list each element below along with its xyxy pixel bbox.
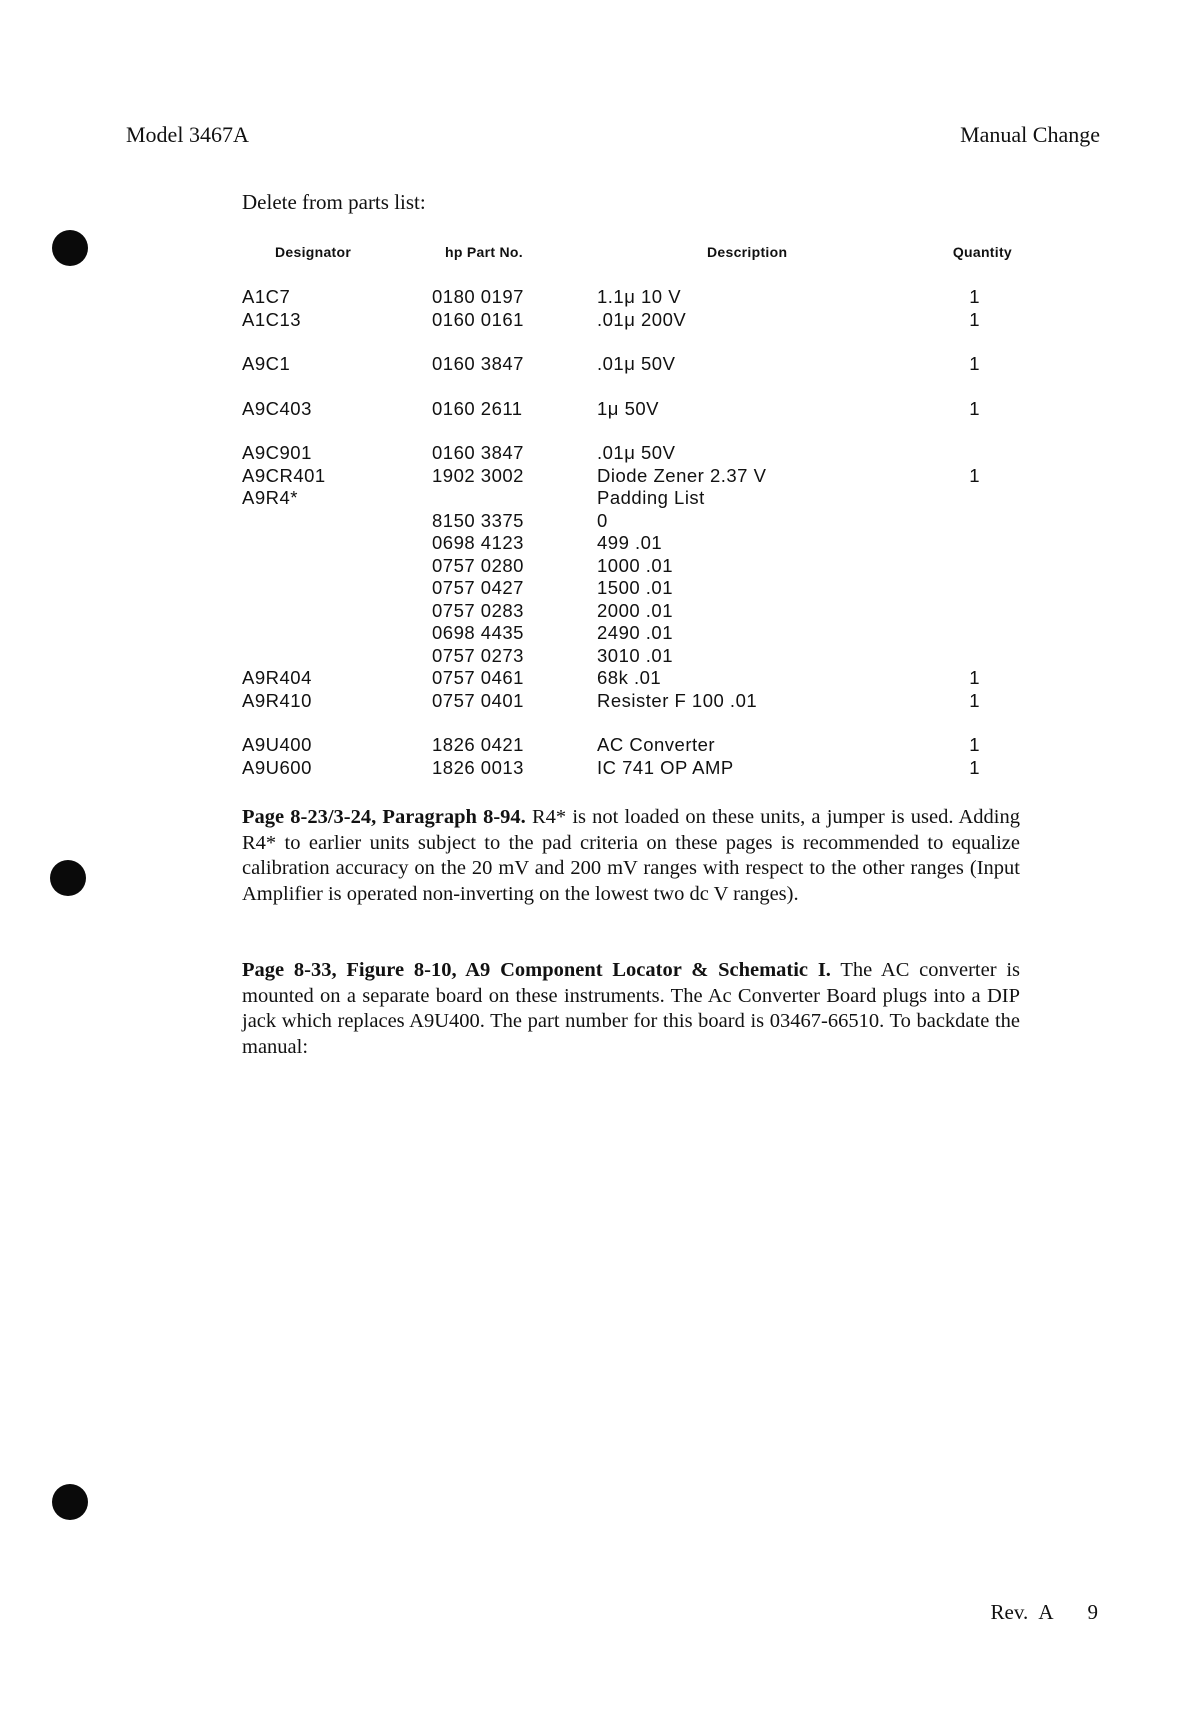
cell-part-number: 0757 0401 xyxy=(432,689,524,711)
binder-hole-middle xyxy=(50,860,86,896)
table-row xyxy=(242,510,1012,533)
col-description: Description xyxy=(707,244,788,260)
table-row xyxy=(242,555,1012,578)
paragraph-1-lead: Page 8-23/3-24, Paragraph 8-94. xyxy=(242,806,526,828)
col-designator: Designator xyxy=(275,244,352,260)
cell-part-number: 0160 3847 xyxy=(432,353,524,374)
revision-label: Rev. A xyxy=(990,1600,1054,1624)
cell-quantity: 1 xyxy=(969,397,980,419)
model-label: Model 3467A xyxy=(126,122,249,147)
cell-description: IC 741 OP AMP xyxy=(597,756,734,778)
cell-description: 499 .01 xyxy=(597,532,663,553)
cell-description: .01μ 50V xyxy=(597,353,676,374)
paragraph-1 xyxy=(242,805,1020,907)
cell-description: Diode Zener 2.37 V xyxy=(597,464,767,486)
cell-part-number: 0757 0283 xyxy=(432,599,524,621)
cell-designator: A1C13 xyxy=(242,308,302,330)
page-footer xyxy=(991,1600,1098,1625)
binder-hole-top xyxy=(52,230,88,266)
cell-description: 1μ 50V xyxy=(597,397,660,419)
table-row xyxy=(242,690,1012,713)
table-row xyxy=(242,465,1012,488)
table-spacer xyxy=(242,376,1012,398)
parts-table xyxy=(242,240,1012,779)
cell-designator: A9U600 xyxy=(242,756,312,778)
cell-description: .01μ 50V xyxy=(597,442,676,463)
table-row xyxy=(242,757,1012,780)
cell-description: .01μ 200V xyxy=(597,308,687,330)
cell-quantity: 1 xyxy=(969,689,980,711)
cell-quantity: 1 xyxy=(969,286,980,307)
cell-designator: A9CR401 xyxy=(242,464,326,486)
cell-designator: A9C901 xyxy=(242,442,312,463)
cell-part-number: 1826 0421 xyxy=(432,734,524,755)
cell-designator: A9C403 xyxy=(242,397,312,419)
cell-part-number: 0160 0161 xyxy=(432,308,524,330)
cell-quantity: 1 xyxy=(969,734,980,755)
table-spacer xyxy=(242,331,1012,353)
cell-designator: A9R404 xyxy=(242,667,312,688)
cell-quantity: 1 xyxy=(969,308,980,330)
table-row xyxy=(242,645,1012,668)
cell-designator: A9R4* xyxy=(242,487,298,508)
cell-designator: A9U400 xyxy=(242,734,312,755)
table-row xyxy=(242,286,1012,309)
cell-part-number: 0160 2611 xyxy=(432,397,523,419)
cell-part-number: 0698 4435 xyxy=(432,622,524,643)
cell-description: 68k .01 xyxy=(597,667,662,688)
table-row xyxy=(242,577,1012,600)
cell-description: 0 xyxy=(597,509,608,531)
table-row xyxy=(242,398,1012,421)
binder-hole-bottom xyxy=(52,1484,88,1520)
cell-designator: A9C1 xyxy=(242,353,291,374)
table-header xyxy=(242,240,1012,270)
cell-quantity: 1 xyxy=(969,756,980,778)
table-row xyxy=(242,667,1012,690)
table-spacer xyxy=(242,420,1012,442)
table-body xyxy=(242,286,1012,779)
cell-description: Padding List xyxy=(597,487,705,508)
table-row xyxy=(242,487,1012,510)
cell-part-number: 0160 3847 xyxy=(432,442,524,463)
cell-part-number: 1826 0013 xyxy=(432,756,524,778)
cell-part-number: 0757 0461 xyxy=(432,667,524,688)
table-spacer xyxy=(242,712,1012,734)
cell-part-number: 0698 4123 xyxy=(432,532,524,553)
table-row xyxy=(242,600,1012,623)
cell-quantity: 1 xyxy=(969,667,980,688)
cell-description: AC Converter xyxy=(597,734,716,755)
intro-text: Delete from parts list: xyxy=(242,190,426,214)
table-row xyxy=(242,532,1012,555)
table-row xyxy=(242,309,1012,332)
table-row xyxy=(242,353,1012,376)
cell-description: 3010 .01 xyxy=(597,644,674,666)
cell-description: 2490 .01 xyxy=(597,622,674,643)
cell-designator: A1C7 xyxy=(242,286,291,307)
cell-description: 1500 .01 xyxy=(597,577,674,598)
cell-quantity: 1 xyxy=(969,464,980,486)
cell-description: 1.1μ 10 V xyxy=(597,286,682,307)
cell-part-number: 8150 3375 xyxy=(432,509,524,531)
col-part-number: hp Part No. xyxy=(445,244,523,260)
cell-quantity: 1 xyxy=(969,353,980,374)
cell-part-number: 0180 0197 xyxy=(432,286,524,307)
document-title: Manual Change xyxy=(960,122,1100,147)
cell-description: 1000 .01 xyxy=(597,554,674,576)
page-number: 9 xyxy=(1087,1600,1098,1624)
table-row xyxy=(242,442,1012,465)
cell-part-number: 0757 0273 xyxy=(432,644,524,666)
paragraph-2-lead: Page 8-33, Figure 8-10, A9 Component Locator & Schematic I. xyxy=(242,959,831,981)
page-header xyxy=(126,122,1100,152)
cell-designator: A9R410 xyxy=(242,689,312,711)
cell-description: Resister F 100 .01 xyxy=(597,689,758,711)
table-row xyxy=(242,734,1012,757)
cell-part-number: 0757 0427 xyxy=(432,577,524,598)
cell-part-number: 0757 0280 xyxy=(432,554,524,576)
cell-part-number: 1902 3002 xyxy=(432,464,524,486)
paragraph-1-body: R4* is not loaded on these units, a jumper is used. Adding R4* to earlier units subject to the pad criteria on these pages is recommended to equalize calibration accuracy on the 20 mV and 200 mV ranges with respect to the other ranges (Input Amplifier is operated non-inverting on the lowest two dc V ranges). xyxy=(242,806,1020,905)
col-quantity: Quantity xyxy=(952,244,1012,260)
paragraph-2-body: The AC converter is mounted on a separate board on these instruments. The Ac Converter Board plugs into a DIP jack which replaces A9U400. The part number for this board is 03467-66510. To backdate the manual: xyxy=(242,959,1021,1058)
table-row xyxy=(242,622,1012,645)
cell-description: 2000 .01 xyxy=(597,599,674,621)
paragraph-2 xyxy=(242,958,1020,1060)
